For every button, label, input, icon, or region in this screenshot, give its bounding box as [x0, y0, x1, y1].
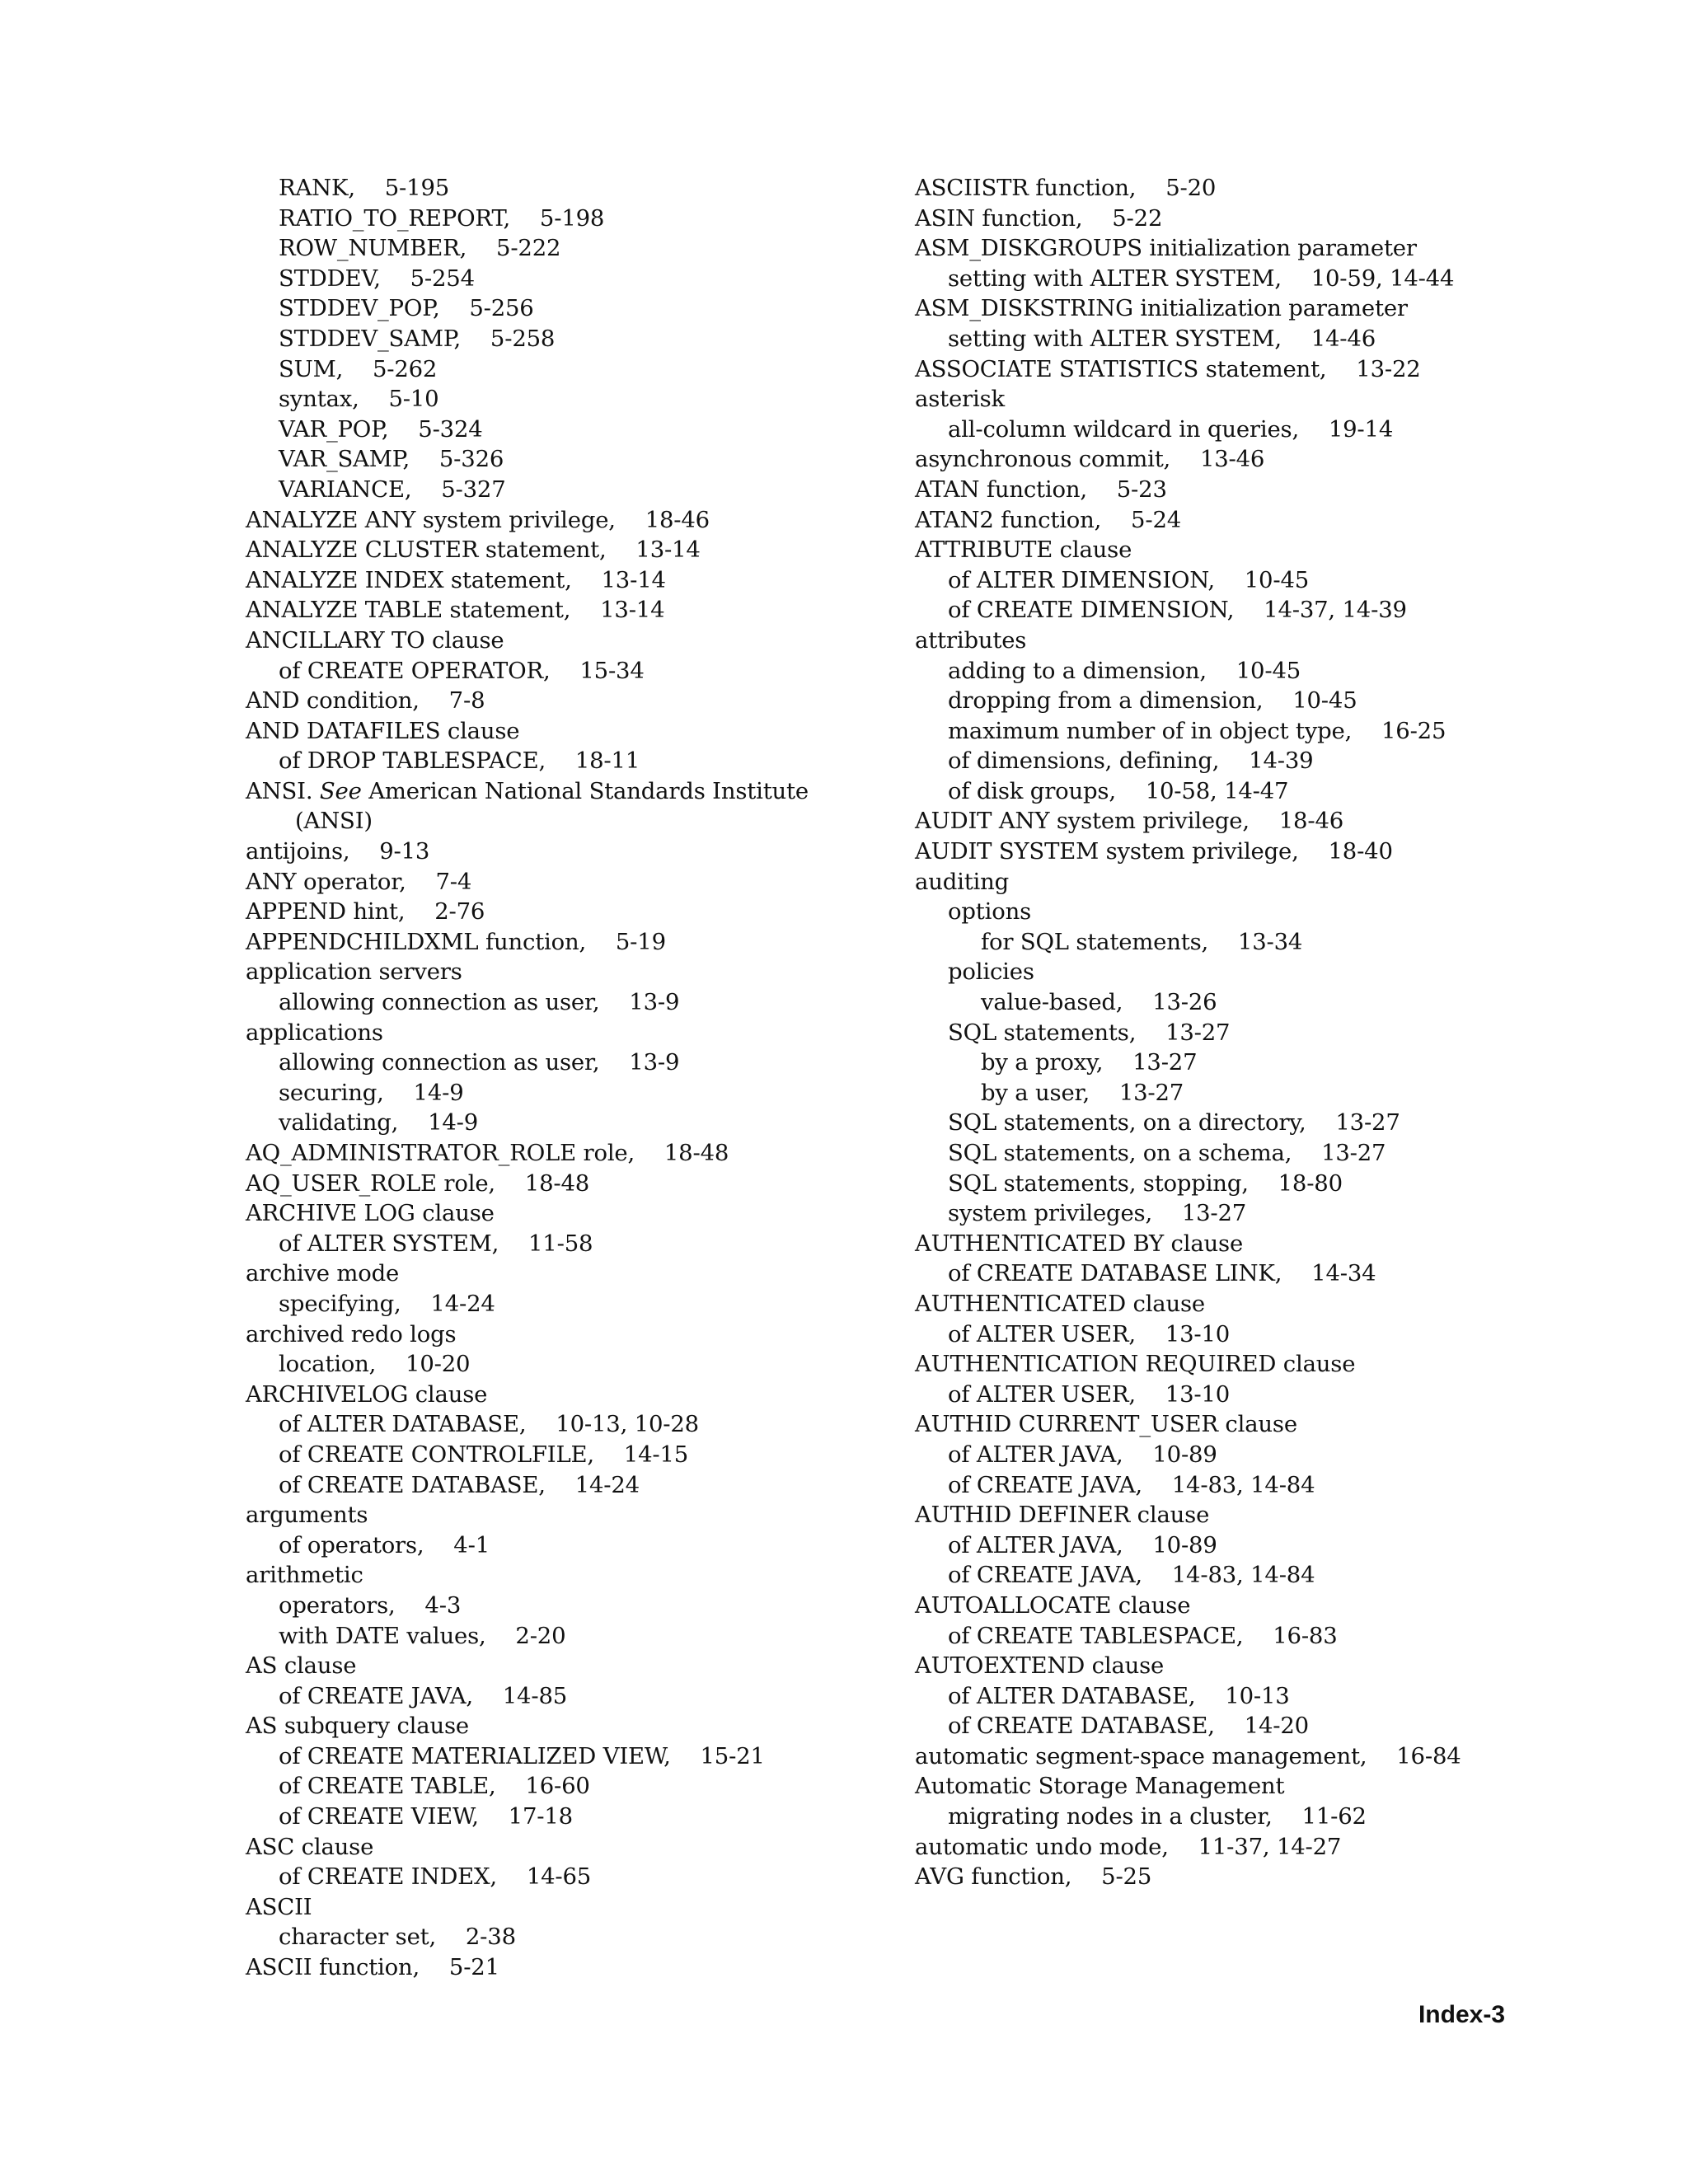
index-entry-text: of ALTER USER, 13-10	[948, 1320, 1231, 1347]
index-entry	[246, 1530, 905, 1561]
index-entry-text: of ALTER JAVA, 10-89	[948, 1531, 1217, 1558]
index-entry	[246, 656, 905, 687]
index-entry-text: of CREATE DIMENSION, 14-37, 14-39	[948, 597, 1407, 624]
index-entry-text: with DATE values, 2-20	[279, 1622, 566, 1649]
see-reference: See	[319, 777, 362, 804]
index-entry	[246, 595, 905, 626]
index-entry	[246, 233, 905, 264]
index-entry	[246, 716, 905, 747]
index-entry-text: all-column wildcard in queries, 19-14	[948, 415, 1394, 443]
index-entry-text: automatic segment-space management, 16-84	[915, 1742, 1461, 1769]
index-entry	[915, 1409, 1574, 1440]
index-entry-text: arithmetic	[246, 1562, 363, 1589]
index-entry	[915, 987, 1574, 1018]
index-entry	[246, 1440, 905, 1470]
index-entry	[246, 204, 905, 234]
index-entry-text: (ANSI)	[295, 808, 373, 835]
index-entry	[915, 384, 1574, 415]
index-entry	[246, 1319, 905, 1350]
index-entry	[246, 1380, 905, 1410]
index-entry	[915, 1229, 1574, 1259]
index-entry	[246, 837, 905, 867]
index-entry	[246, 1741, 905, 1772]
see-reference-target: American National Standards Institute	[361, 777, 809, 804]
index-entry	[915, 1470, 1574, 1501]
index-entry	[246, 1047, 905, 1078]
index-entry	[915, 233, 1574, 264]
index-entry	[915, 897, 1574, 927]
index-entry-text: options	[948, 898, 1031, 926]
index-entry	[915, 505, 1574, 536]
index-entry-text: ASM_DISKGROUPS initialization parameter	[915, 235, 1417, 262]
index-entry	[246, 1018, 905, 1048]
index-entry-text: ASCII	[246, 1893, 312, 1920]
index-entry	[915, 1078, 1574, 1108]
index-entry-text: dropping from a dimension, 10-45	[948, 687, 1357, 715]
index-entry-text: automatic undo mode, 11-37, 14-27	[915, 1833, 1342, 1860]
index-entry	[246, 746, 905, 776]
index-entry-text: location, 10-20	[279, 1351, 471, 1378]
index-entry-text: specifying, 14-24	[279, 1290, 495, 1317]
index-entry-text: by a proxy, 13-27	[981, 1049, 1198, 1076]
index-entry	[246, 565, 905, 596]
index-entry-text: ANY operator, 7-4	[246, 868, 472, 895]
index-entry-text: VARIANCE, 5-327	[279, 476, 506, 503]
index-entry-text: SQL statements, 13-27	[948, 1019, 1231, 1046]
index-entry	[915, 173, 1574, 204]
index-entry	[915, 1681, 1574, 1712]
index-entry-text: AQ_ADMINISTRATOR_ROLE role, 18-48	[246, 1140, 729, 1166]
index-entry	[915, 264, 1574, 294]
index-entry	[915, 565, 1574, 596]
index-entry-text: AUTHID DEFINER clause	[915, 1502, 1210, 1529]
index-entry	[915, 837, 1574, 867]
index-column-right	[915, 173, 1574, 1892]
index-entry	[915, 626, 1574, 656]
index-entry-text: AUTHENTICATION REQUIRED clause	[915, 1351, 1356, 1378]
index-entry	[915, 1771, 1574, 1802]
index-entry	[246, 1470, 905, 1501]
index-entry	[246, 1409, 905, 1440]
index-entry-text: by a user, 13-27	[981, 1079, 1184, 1106]
index-entry-text: AUTOEXTEND clause	[915, 1652, 1165, 1680]
index-entry	[246, 1078, 905, 1108]
index-entry	[246, 686, 905, 716]
index-entry	[915, 746, 1574, 776]
index-entry-text: ASIN function, 5-22	[915, 204, 1163, 232]
index-entry	[246, 1229, 905, 1259]
index-entry-text: AS clause	[246, 1652, 357, 1680]
index-entry-text: ARCHIVE LOG clause	[246, 1200, 495, 1227]
index-entry-text: of CREATE DATABASE, 14-20	[948, 1713, 1309, 1740]
index-entry	[246, 384, 905, 415]
index-entry	[246, 1169, 905, 1199]
index-entry-text: AUTOALLOCATE clause	[915, 1591, 1191, 1619]
index-entry-text: for SQL statements, 13-34	[981, 928, 1303, 955]
index-entry-text: AQ_USER_ROLE role, 18-48	[246, 1169, 590, 1197]
index-entry	[246, 505, 905, 536]
index-entry-text: SQL statements, on a directory, 13-27	[948, 1109, 1400, 1137]
index-entry	[246, 927, 905, 958]
index-entry	[246, 1349, 905, 1380]
index-entry	[915, 1198, 1574, 1229]
index-entry-text: ATAN2 function, 5-24	[915, 506, 1182, 533]
index-entry-text: of CREATE VIEW, 17-18	[279, 1803, 573, 1830]
index-entry-text: maximum number of in object type, 16-25	[948, 717, 1447, 744]
index-entry-text: of CREATE MATERIALIZED VIEW, 15-21	[279, 1742, 765, 1769]
index-entry-text: of CREATE TABLE, 16-60	[279, 1773, 590, 1800]
index-entry-text: character set, 2-38	[279, 1924, 516, 1951]
index-entry-text: arguments	[246, 1502, 368, 1529]
index-entry	[915, 415, 1574, 445]
index-entry	[915, 776, 1574, 807]
index-entry	[246, 1500, 905, 1530]
index-entry-text: attributes	[915, 626, 1027, 654]
index-entry-text: setting with ALTER SYSTEM, 14-46	[948, 325, 1376, 352]
index-entry-text: SUM, 5-262	[279, 355, 438, 382]
index-entry	[246, 1952, 905, 1983]
index-entry	[915, 1289, 1574, 1319]
index-entry-text: of CREATE INDEX, 14-65	[279, 1863, 592, 1891]
index-entry	[915, 204, 1574, 234]
index-entry	[246, 867, 905, 898]
index-entry-text: ARCHIVELOG clause	[246, 1380, 488, 1408]
index-entry-text: AUDIT SYSTEM system privilege, 18-40	[915, 838, 1393, 865]
index-entry-text: antijoins, 9-13	[246, 838, 430, 865]
index-entry	[246, 1892, 905, 1923]
index-entry-text: of CREATE DATABASE, 14-24	[279, 1471, 640, 1498]
index-entry-text: ATTRIBUTE clause	[915, 537, 1132, 564]
index-entry	[246, 324, 905, 354]
index-entry	[246, 1681, 905, 1712]
index-entry-text: RATIO_TO_REPORT, 5-198	[279, 204, 605, 232]
index-column-left	[246, 173, 905, 1983]
index-entry-text: ASSOCIATE STATISTICS statement, 13-22	[915, 355, 1421, 382]
index-entry	[246, 293, 905, 324]
index-entry-text: syntax, 5-10	[279, 386, 439, 413]
index-entry	[915, 1440, 1574, 1470]
index-entry-text: of ALTER JAVA, 10-89	[948, 1441, 1217, 1468]
index-entry	[915, 1500, 1574, 1530]
index-entry	[246, 1621, 905, 1652]
index-entry-text: AUDIT ANY system privilege, 18-46	[915, 808, 1344, 835]
index-entry-text: migrating nodes in a cluster, 11-62	[948, 1803, 1367, 1830]
index-entry	[246, 1711, 905, 1741]
index-entry-text: ANALYZE ANY system privilege, 18-46	[246, 506, 710, 533]
index-entry-text: securing, 14-9	[279, 1079, 464, 1106]
index-entry	[915, 444, 1574, 475]
index-entry-text: AND condition, 7-8	[246, 687, 485, 715]
index-entry	[915, 595, 1574, 626]
index-entry	[915, 1802, 1574, 1832]
index-entry-text: ASCII function, 5-21	[246, 1954, 499, 1981]
index-entry-text: ROW_NUMBER, 5-222	[279, 235, 561, 262]
index-entry-text: of CREATE JAVA, 14-83, 14-84	[948, 1562, 1315, 1589]
index-entry-text: ANALYZE TABLE statement, 13-14	[246, 597, 665, 624]
index-entry	[246, 1802, 905, 1832]
index-entry-text: STDDEV, 5-254	[279, 265, 475, 292]
index-entry	[915, 324, 1574, 354]
index-entry-text: of CREATE CONTROLFILE, 14-15	[279, 1441, 689, 1468]
index-entry	[915, 1349, 1574, 1380]
index-entry-text: of ALTER DATABASE, 10-13	[948, 1682, 1290, 1709]
index-entry	[915, 927, 1574, 958]
index-entry-text: of disk groups, 10-58, 14-47	[948, 777, 1289, 804]
index-entry	[246, 1560, 905, 1591]
index-entry	[915, 1169, 1574, 1199]
index-entry-text: ASC clause	[246, 1833, 374, 1860]
index-entry-text: application servers	[246, 958, 462, 986]
index-entry	[246, 1108, 905, 1138]
index-entry	[246, 897, 905, 927]
index-entry	[915, 1380, 1574, 1410]
index-entry-text: of operators, 4-1	[279, 1531, 490, 1558]
index-entry-text: ANALYZE CLUSTER statement, 13-14	[246, 537, 701, 564]
index-entry-text: SQL statements, stopping, 18-80	[948, 1169, 1343, 1197]
index-entry	[246, 1138, 905, 1169]
index-entry	[246, 1832, 905, 1863]
index-entry-text: allowing connection as user, 13-9	[279, 989, 680, 1016]
index-entry	[915, 1258, 1574, 1289]
index-entry-text: policies	[948, 958, 1034, 986]
index-entry-text: ANCILLARY TO clause	[246, 626, 504, 654]
index-entry	[915, 354, 1574, 385]
index-entry-text: of dimensions, defining, 14-39	[948, 748, 1314, 775]
index-entry-text: asynchronous commit, 13-46	[915, 446, 1265, 473]
index-entry-text: Automatic Storage Management	[915, 1773, 1285, 1800]
index-entry	[915, 716, 1574, 747]
index-entry-text: of CREATE OPERATOR, 15-34	[279, 657, 645, 684]
index-entry	[246, 626, 905, 656]
index-entry	[246, 1289, 905, 1319]
index-entry-text: ASM_DISKSTRING initialization parameter	[915, 295, 1408, 322]
index-entry	[915, 1741, 1574, 1772]
index-entry	[246, 354, 905, 385]
index-entry	[246, 1591, 905, 1621]
index-entry	[915, 535, 1574, 565]
index-entry-text: applications	[246, 1019, 383, 1046]
index-entry-text: ASCIISTR function, 5-20	[915, 175, 1217, 201]
index-entry-text: of CREATE TABLESPACE, 16-83	[948, 1622, 1338, 1649]
index-entry-text: AUTHENTICATED clause	[915, 1290, 1205, 1317]
index-entry-text: RANK, 5-195	[279, 175, 450, 201]
index-entry	[246, 264, 905, 294]
index-entry	[915, 1319, 1574, 1350]
index-entry-text: AUTHID CURRENT_USER clause	[915, 1411, 1297, 1438]
index-entry	[246, 415, 905, 445]
index-entry	[915, 656, 1574, 687]
index-entry	[915, 957, 1574, 987]
index-entry-text: auditing	[915, 868, 1010, 895]
index-entry-text: AS subquery clause	[246, 1713, 469, 1740]
index-entry	[915, 1591, 1574, 1621]
index-entry	[915, 686, 1574, 716]
page-number: Index-3	[1418, 2001, 1505, 2028]
index-entry-text: of ALTER SYSTEM, 11-58	[279, 1230, 593, 1257]
index-entry-text: VAR_SAMP, 5-326	[279, 446, 504, 473]
index-entry	[246, 1198, 905, 1229]
index-entry	[246, 1862, 905, 1892]
index-entry-text: of ALTER DIMENSION, 10-45	[948, 566, 1310, 593]
index-entry	[915, 1560, 1574, 1591]
index-entry-text: validating, 14-9	[279, 1109, 479, 1137]
index-entry	[246, 957, 905, 987]
index-entry	[246, 1651, 905, 1681]
index-entry-text: of ALTER USER, 13-10	[948, 1380, 1231, 1408]
index-entry-text: ATAN function, 5-23	[915, 476, 1167, 503]
index-entry-text: operators, 4-3	[279, 1591, 462, 1619]
index-entry-text: setting with ALTER SYSTEM, 10-59, 14-44	[948, 265, 1455, 292]
index-entry-text: APPENDCHILDXML function, 5-19	[246, 928, 666, 955]
index-entry	[915, 1108, 1574, 1138]
index-entry	[246, 776, 905, 807]
index-entry	[246, 444, 905, 475]
index-entry-text: adding to a dimension, 10-45	[948, 657, 1301, 684]
index-entry	[915, 1530, 1574, 1561]
index-entry-text: of CREATE DATABASE LINK, 14-34	[948, 1260, 1376, 1287]
index-entry-text: of ALTER DATABASE, 10-13, 10-28	[279, 1411, 699, 1438]
index-entry	[915, 293, 1574, 324]
index-entry-text: APPEND hint, 2-76	[246, 898, 485, 926]
index-entry-text: ANSI.	[246, 777, 320, 804]
index-entry	[915, 806, 1574, 837]
index-entry-text: SQL statements, on a schema, 13-27	[948, 1140, 1386, 1166]
index-entry	[915, 1047, 1574, 1078]
index-entry	[915, 867, 1574, 898]
index-entry	[915, 1138, 1574, 1169]
index-entry	[246, 987, 905, 1018]
index-entry-text: allowing connection as user, 13-9	[279, 1049, 680, 1076]
index-entry	[246, 173, 905, 204]
index-entry-text: AUTHENTICATED BY clause	[915, 1230, 1244, 1257]
index-entry	[246, 535, 905, 565]
index-entry-text: STDDEV_SAMP, 5-258	[279, 325, 556, 352]
index-entry-text: of DROP TABLESPACE, 18-11	[279, 748, 640, 775]
index-entry	[915, 1862, 1574, 1892]
index-entry-text: archive mode	[246, 1260, 400, 1287]
index-entry-text: of CREATE JAVA, 14-83, 14-84	[948, 1471, 1315, 1498]
index-entry	[915, 1621, 1574, 1652]
index-entry-text: AND DATAFILES clause	[246, 717, 520, 744]
index-entry	[246, 1922, 905, 1952]
index-entry	[246, 806, 905, 837]
index-entry	[915, 1832, 1574, 1863]
index-entry-text: system privileges, 13-27	[948, 1200, 1247, 1227]
index-entry-text: asterisk	[915, 386, 1005, 413]
index-entry-text: ANALYZE INDEX statement, 13-14	[246, 566, 666, 593]
index-entry	[915, 1018, 1574, 1048]
index-entry-text: archived redo logs	[246, 1320, 457, 1347]
index-entry	[915, 1651, 1574, 1681]
index-entry	[246, 1258, 905, 1289]
index-entry	[246, 1771, 905, 1802]
index-entry-text: value-based, 13-26	[981, 989, 1217, 1016]
index-entry-text: STDDEV_POP, 5-256	[279, 295, 534, 322]
index-entry-text: of CREATE JAVA, 14-85	[279, 1682, 568, 1709]
index-entry-text: VAR_POP, 5-324	[279, 415, 483, 443]
index-entry	[915, 475, 1574, 505]
index-entry-text: AVG function, 5-25	[915, 1863, 1152, 1891]
index-entry	[246, 475, 905, 505]
index-entry	[915, 1711, 1574, 1741]
